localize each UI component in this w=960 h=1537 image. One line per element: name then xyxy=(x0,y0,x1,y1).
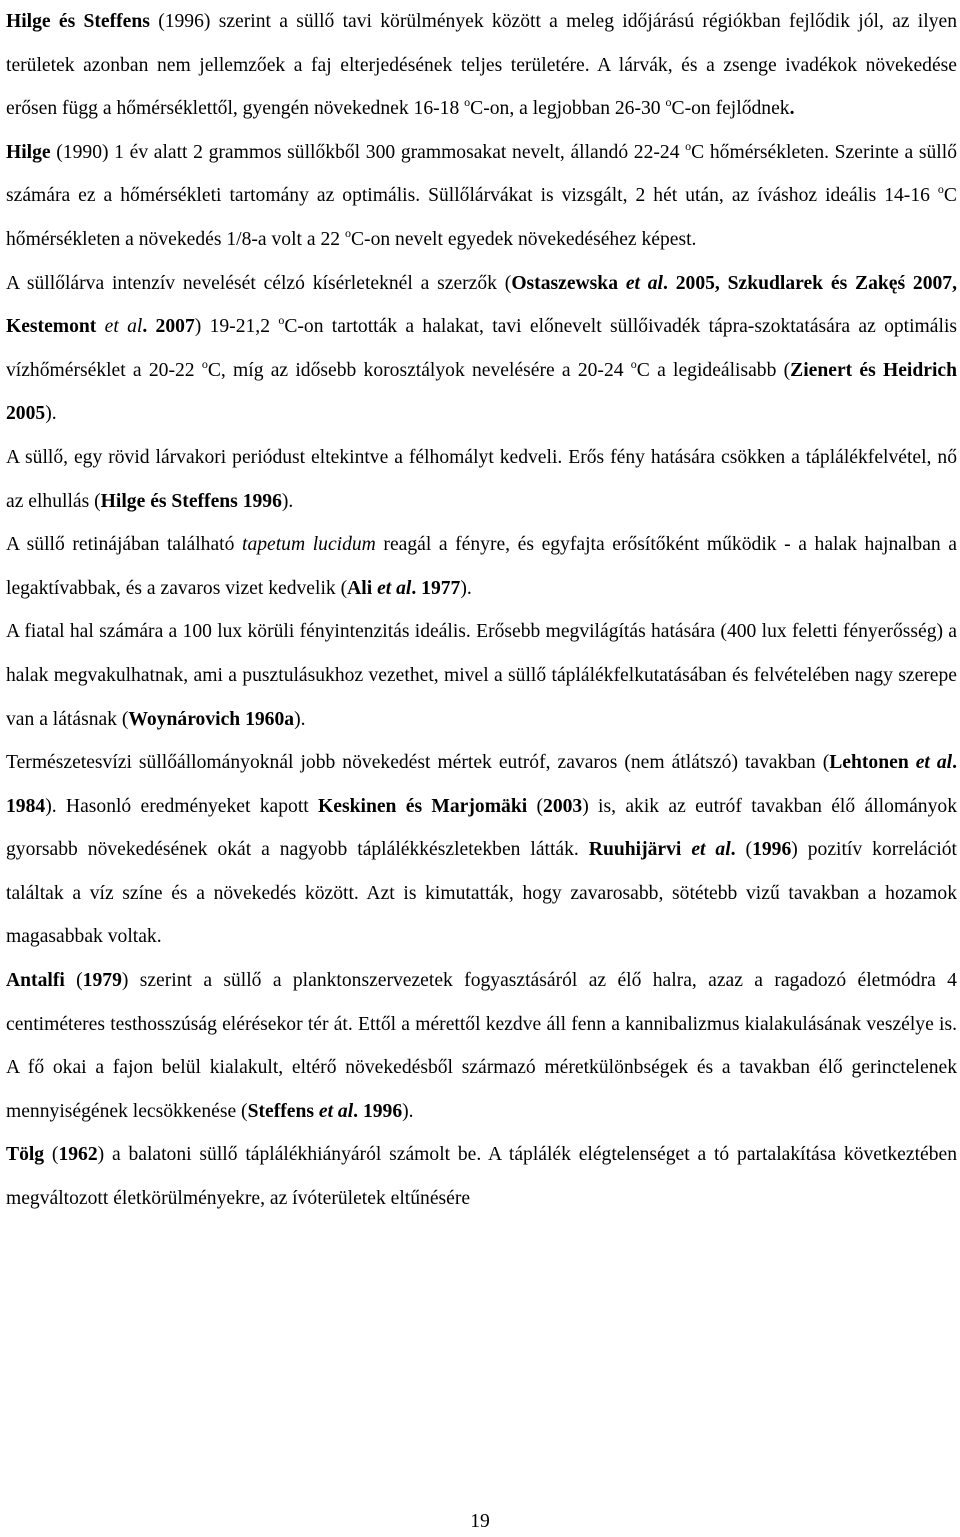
body-text: (1990) 1 év alatt 2 grammos süllőkből 300 grammosakat nevelt, állandó 22-24 xyxy=(50,141,686,163)
body-text: ( xyxy=(527,795,544,817)
body-text: ). Hasonló eredményeket kapott xyxy=(45,795,319,817)
degree-superscript: o xyxy=(937,182,944,197)
bold-citation-text: Tölg xyxy=(6,1144,45,1166)
document-page xyxy=(6,0,957,1221)
degree-superscript: o xyxy=(685,138,692,153)
body-text: ) pozitív korrelációt találtak a víz színe és a növekedés között. Azt is kimutatták, hogy zavarosabb, sötétebb vizű tavakban a hozamok magasabbak voltak. xyxy=(6,839,957,948)
bold-italic-et-al: et al xyxy=(377,577,412,599)
bold-citation-text: Lehtonen xyxy=(829,752,916,774)
bold-citation-text: . 2007 xyxy=(142,316,195,338)
paragraph-antalfi-cannibalism xyxy=(6,959,957,1133)
bold-citation-text: Hilge és Steffens xyxy=(6,11,150,32)
body-text: ). xyxy=(460,577,472,599)
italic-text: et al xyxy=(104,316,143,338)
degree-superscript: o xyxy=(464,95,471,110)
bold-citation-text: Hilge és Steffens 1996 xyxy=(100,490,282,512)
paragraph-light-preference xyxy=(6,436,957,523)
body-text: A süllő, egy rövid lárvakori periódust eltekintve a félhomályt kedveli. Erős fény hatására csökken a táplálékfelvétel, nő az elhullás ( xyxy=(6,446,957,512)
bold-citation-text: . 1996 xyxy=(353,1100,403,1122)
body-text: A fiatal hal számára a 100 lux körüli fényintenzitás ideális. Erősebb megvilágítás hatására (400 lux feletti fényerősség) a halak megvakulhatnak, ami a pusztulásukhoz vezethet, mivel a süllő táplálékfelkutatásában és felvételében nagy szerepe van a látásnak ( xyxy=(6,621,957,730)
paragraph-hilge-steffens-temperature xyxy=(6,0,957,131)
body-text: A süllő retinájában található xyxy=(6,534,242,556)
body-text: ). xyxy=(402,1100,414,1122)
body-text: ) is, akik az eutróf tavakban élő állományok gyorsabb növekedésének okát a nagyobb táplálékkészletekben látták. xyxy=(6,795,957,861)
bold-citation-text: Ali xyxy=(347,577,378,599)
bold-citation-text: Antalfi xyxy=(6,970,65,992)
body-text: ) 19-21,2 xyxy=(194,316,279,338)
bold-citation-text: 1996 xyxy=(752,839,792,861)
bold-citation-text: 2003 xyxy=(543,795,583,817)
degree-superscript: o xyxy=(665,95,672,110)
body-text: ). xyxy=(45,403,57,425)
body-text: ( xyxy=(735,839,753,861)
body-text: ) szerint a süllő a planktonszervezetek fogyasztásáról az élő halra, azaz a ragadozó életmódra 4 centiméteres testhosszúság elérésekor tér át. Ettől a mérettől kezdve áll fenn a kannibalizmus kialakulásának veszélye is. A fő okai a fajon belül kialakult, eltérő növekedésből származó méretkülönbségek és a tavakban élő gerinctelenek mennyiségének lecsökkenése ( xyxy=(6,970,957,1122)
body-text: ). xyxy=(281,490,294,512)
body-text: C hőmérsékleten. Szerinte a süllő számára ez a hőmérsékleti tartomány az optimális. Süllőlárvákat is vizsgált, 2 hét után, az íváshoz ideális 14-16 xyxy=(6,141,957,207)
bold-citation-text: Steffens xyxy=(247,1100,319,1122)
body-text: C a legideálisabb ( xyxy=(636,359,791,381)
bold-citation-text: . 2005, Szkudlarek és Zakęś 2007, Kestemont xyxy=(6,272,958,338)
bold-citation-text: Keskinen és Marjomäki xyxy=(318,795,528,817)
body-text: ). xyxy=(294,708,306,730)
italic-text: tapetum lucidum xyxy=(242,534,376,556)
bold-citation-text: Ostaszewska xyxy=(511,272,626,294)
degree-superscript: o xyxy=(344,226,351,241)
degree-superscript: o xyxy=(278,313,285,328)
bold-citation-text: . xyxy=(730,839,736,861)
paragraph-natural-populations xyxy=(6,741,957,959)
body-text: C, míg az idősebb korosztályok nevelésére a 20-24 xyxy=(207,359,631,381)
page-number: 19 xyxy=(470,1511,490,1532)
bold-citation-text: 1962 xyxy=(58,1144,98,1166)
paragraph-intensive-rearing xyxy=(6,262,957,436)
paragraph-hilge-1990-growth xyxy=(6,131,957,262)
bold-italic-et-al: et al xyxy=(318,1100,354,1122)
bold-citation-text: Ruuhijärvi xyxy=(588,839,692,861)
body-text: reagál a fényre, és egyfajta erősítőként működik - a halak hajnalban a legaktívabbak, és a zavaros vizet kedvelik ( xyxy=(6,534,957,599)
body-text: C-on nevelt egyedek növekedéséhez képest. xyxy=(350,228,697,250)
bold-citation-text: . 1977 xyxy=(411,577,461,599)
bold-italic-et-al: et al xyxy=(691,839,731,861)
body-text: C hőmérsékleten a növekedés 1/8-a volt a 22 xyxy=(6,185,957,250)
body-text: ( xyxy=(44,1144,59,1166)
paragraph-tolg-food-shortage xyxy=(6,1133,957,1220)
body-text: (1996) szerint a süllő tavi körülmények között a meleg időjárású régiókban fejlődik jól, az ilyen területek azonban nem jellemzőek a faj elterjedésének teljes területére. A lárvák, és a zsenge ivadékok növekedése erősen függ a hőmérséklettől, gyengén növekednek 16-18 xyxy=(6,11,957,120)
bold-italic-et-al: et al xyxy=(625,272,664,294)
body-text: Természetesvízi süllőállományoknál jobb növekedést mértek eutróf, zavaros (nem átlátszó) tavakban ( xyxy=(6,752,830,774)
bold-citation-text: . 1984 xyxy=(6,752,958,817)
bold-citation-text: 1979 xyxy=(82,970,122,992)
body-text: C-on, a legjobban 26-30 xyxy=(470,98,666,120)
body-text: C-on tartották a halakat, tavi előnevelt süllőivadék tápra-szoktatására az optimális vízhőmérséklet a 20-22 xyxy=(6,316,958,381)
paragraph-tapetum-lucidum xyxy=(6,523,957,610)
bold-citation-text: Woynárovich 1960a xyxy=(128,708,295,730)
bold-citation-text: Hilge xyxy=(6,141,51,163)
body-text: C-on fejlődnek xyxy=(671,98,790,120)
body-text: ( xyxy=(64,970,83,992)
degree-superscript: o xyxy=(630,356,637,371)
paragraph-light-intensity xyxy=(6,610,957,741)
degree-superscript: o xyxy=(201,356,208,371)
body-text: ) a balatoni süllő táplálékhiányáról számolt be. A táplálék elégtelenséget a tó partalakítása következtében megváltozott életkörülményekre, az ívóterületek eltűnésére xyxy=(6,1144,957,1210)
body-text: A süllőlárva intenzív nevelését célzó kísérleteknél a szerzők ( xyxy=(6,272,512,294)
bold-citation-text: Zienert és Heidrich 2005 xyxy=(6,359,957,425)
bold-italic-et-al: et al xyxy=(915,752,953,774)
bold-citation-text: . xyxy=(789,98,795,120)
